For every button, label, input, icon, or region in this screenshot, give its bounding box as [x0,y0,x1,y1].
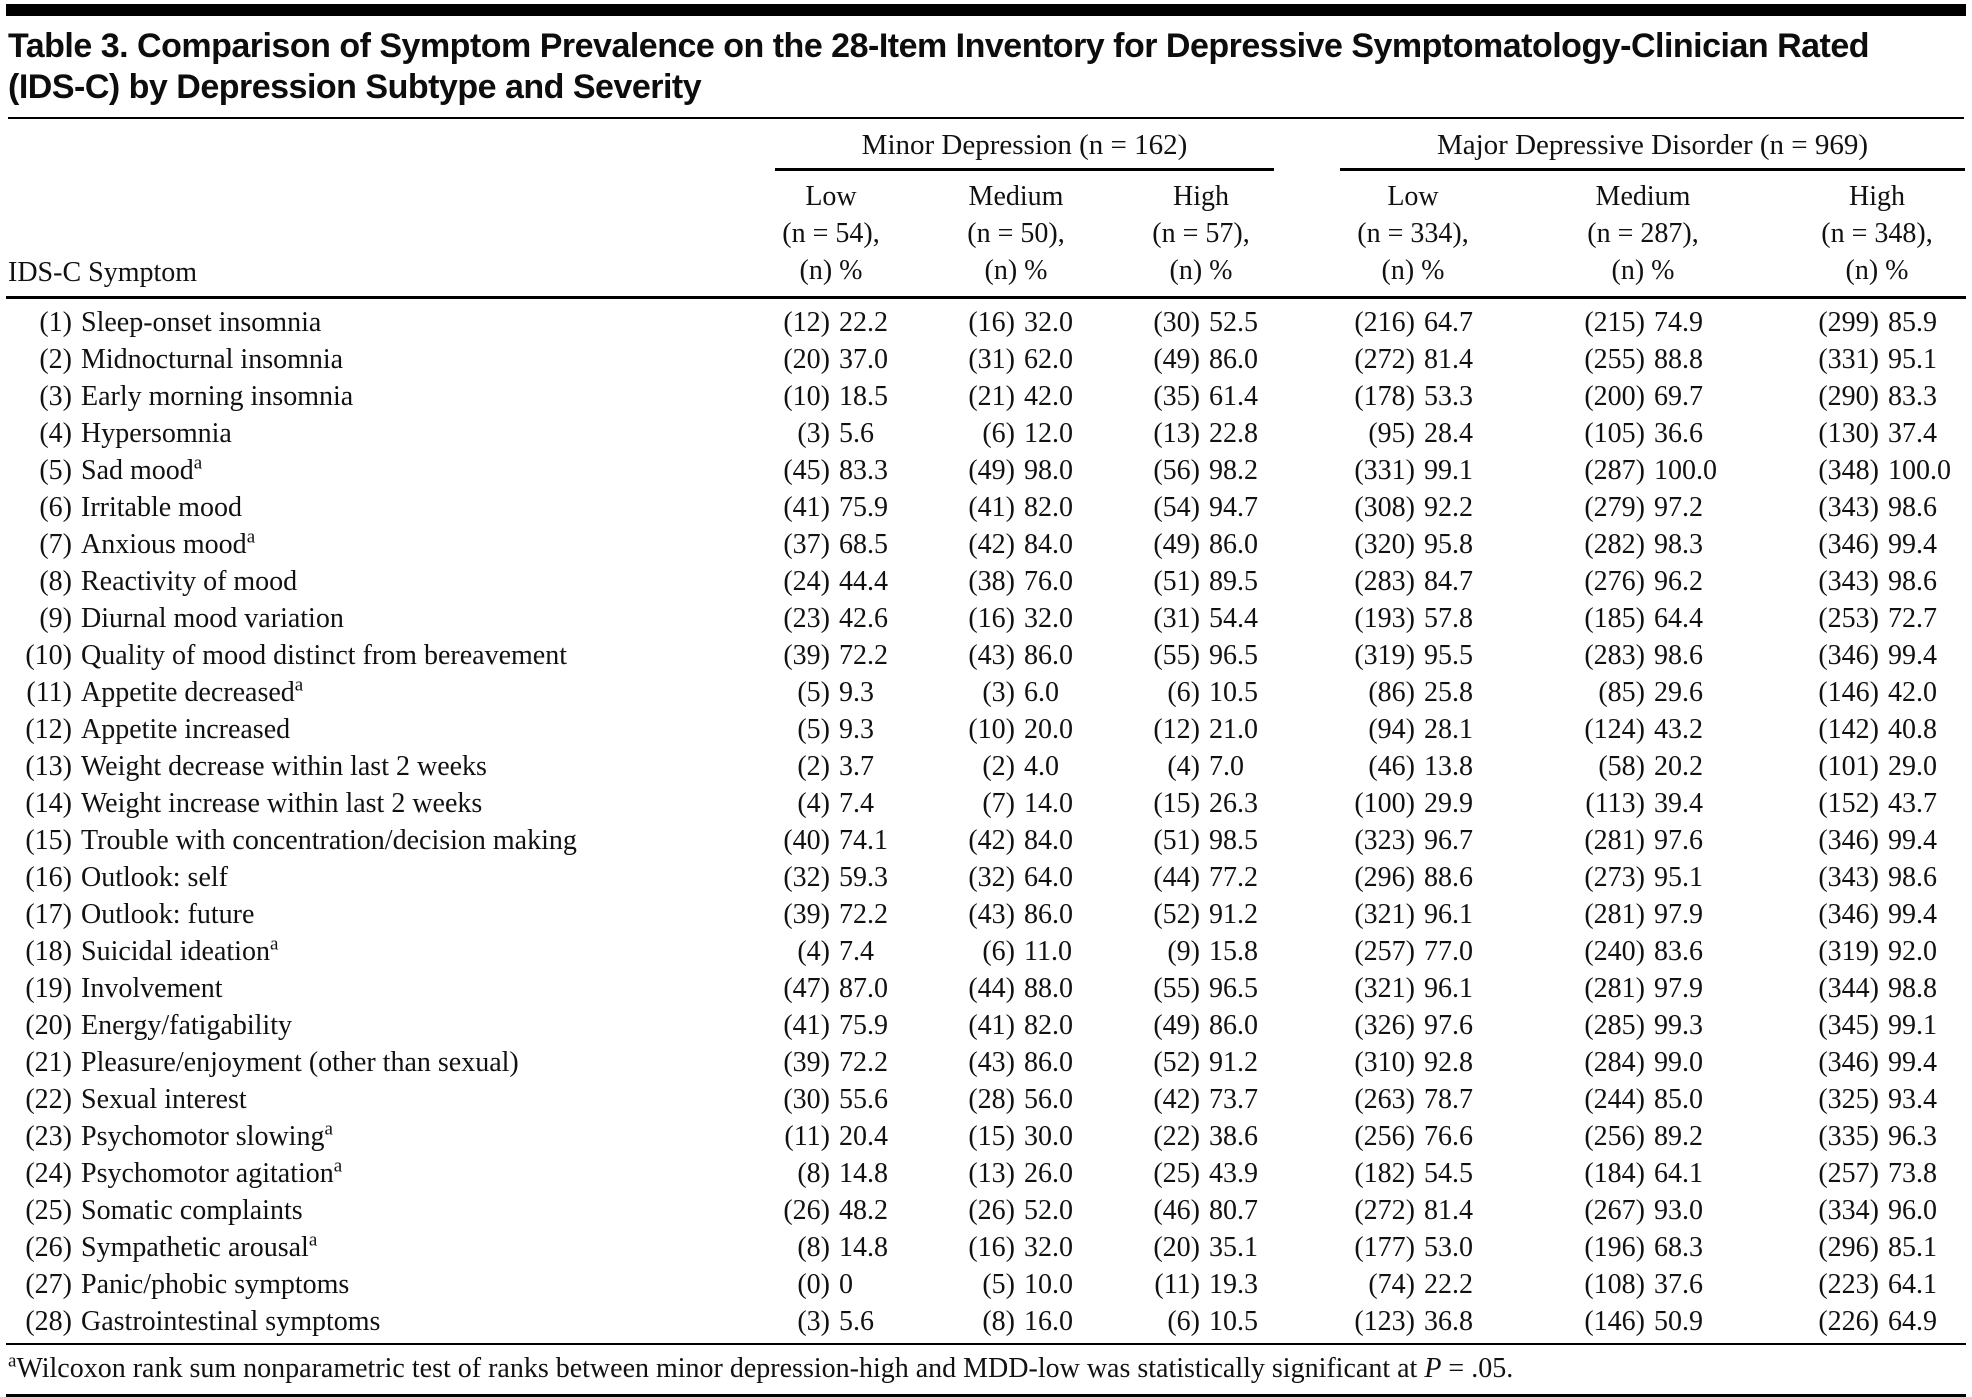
value-cell: (20) 37.0 [783,344,888,375]
value-cell: (43) 86.0 [968,640,1073,671]
value-cell: (31) 54.4 [1153,603,1258,634]
footnote-p: P [1424,1353,1442,1384]
value-cell: (42) 73.7 [1153,1084,1258,1115]
value-cell: (177) 53.0 [1354,1232,1473,1263]
value-cell: (8) 14.8 [797,1232,888,1263]
value-cell: (331) 99.1 [1354,455,1473,486]
value-cell: (40) 74.1 [783,825,888,856]
symptom-label: (2) Midnocturnal insomnia [39,344,344,375]
table-row [6,1118,1966,1155]
symptom-label: (5) Sad mood$^a$ [39,452,203,486]
value-cell: (130) 37.4 [1818,418,1938,449]
group-header-spacer [6,119,722,172]
value-cell: (273) 95.1 [1584,862,1703,893]
value-cell: (346) 99.4 [1818,899,1938,930]
footnote-text-end: = .05. [1441,1353,1514,1384]
value-cell: (319) 92.0 [1818,936,1938,967]
value-cell: (123) 36.8 [1277,1303,1502,1344]
value-cell: (282) 98.3 [1584,529,1703,560]
value-cell: (24) 44.4 [783,566,888,597]
significance-marker: a [308,1229,318,1251]
column-header-mdd-low: Low (n = 334), (n) % [1277,172,1502,298]
group-header-minor [722,119,1277,172]
value-cell: (44) 77.2 [1153,862,1258,893]
value-cell: (182) 54.5 [1354,1158,1473,1189]
value-cell: (35) 61.4 [1153,381,1258,412]
value-cell: (11) 19.3 [1154,1269,1258,1300]
value-cell: (22) 38.6 [1153,1121,1258,1152]
value-cell: (346) 99.4 [1818,1047,1938,1078]
value-cell: (16) 32.0 [968,307,1073,338]
value-cell: (16) 32.0 [968,603,1073,634]
value-cell: (281) 97.9 [1584,973,1703,1004]
table-row [6,1044,1966,1081]
value-cell: (39) 72.2 [783,899,888,930]
value-cell: (46) 80.7 [1153,1195,1258,1226]
table-body [6,298,1966,1345]
symptom-label: (8) Reactivity of mood [39,566,298,597]
value-cell: (223) 64.1 [1818,1269,1938,1300]
value-cell: (272) 81.4 [1354,344,1473,375]
table-row [6,1266,1966,1303]
symptom-label: (19) Involvement [25,973,223,1004]
group-header-mdd-label: Major Depressive Disorder (n = 969) [1340,129,1965,171]
value-cell: (4) 7.4 [797,788,874,819]
value-cell: (28) 56.0 [968,1084,1073,1115]
value-cell: (2) 3.7 [797,751,874,782]
value-cell: (6) 10.5 [1092,1303,1277,1344]
value-cell: (52) 91.2 [1153,899,1258,930]
significance-marker: a [193,452,203,474]
value-cell: (319) 95.5 [1354,640,1473,671]
table-row [6,1229,1966,1266]
value-cell: (124) 43.2 [1584,714,1703,745]
value-cell: (6) 10.5 [1167,677,1258,708]
value-cell: (6) 11.0 [982,936,1072,967]
value-cell: (5) 9.3 [797,677,874,708]
value-cell: (196) 68.3 [1584,1232,1703,1263]
group-header-minor-label: Minor Depression (n = 162) [775,129,1274,171]
value-cell: (325) 93.4 [1818,1084,1938,1115]
value-cell: (276) 96.2 [1584,566,1703,597]
column-header-mdd-high: High (n = 348), (n) % [1732,172,1966,298]
table-row [6,378,1966,415]
value-cell: (32) 59.3 [783,862,888,893]
table-row [6,822,1966,859]
significance-marker: a [324,1118,333,1140]
value-cell: (43) 86.0 [968,899,1073,930]
value-cell: (331) 95.1 [1818,344,1938,375]
value-cell: (299) 85.9 [1818,307,1938,338]
value-cell: (86) 25.8 [1368,677,1473,708]
table-row [6,748,1966,785]
footnote-marker: a [8,1350,17,1372]
table-row [6,1303,1966,1344]
significance-marker: a [269,933,279,955]
value-cell: (55) 96.5 [1153,973,1258,1004]
table-row [6,298,1966,342]
value-cell: (4) 7.4 [797,936,874,967]
value-cell: (281) 97.6 [1584,825,1703,856]
value-cell: (56) 98.2 [1153,455,1258,486]
value-cell: (25) 43.9 [1153,1158,1258,1189]
value-cell: (51) 89.5 [1153,566,1258,597]
value-cell: (2) 4.0 [982,751,1059,782]
value-cell: (283) 98.6 [1584,640,1703,671]
value-cell: (13) 22.8 [1153,418,1258,449]
table-row [6,970,1966,1007]
value-cell: (146) 50.9 [1502,1303,1732,1344]
symptom-label: (4) Hypersomnia [39,418,232,449]
symptom-label: (25) Somatic complaints [25,1195,303,1226]
significance-marker: a [294,674,304,696]
column-header-row [6,172,1966,298]
value-cell: (346) 99.4 [1818,825,1938,856]
column-header-minor-medium: Medium (n = 50), (n) % [907,172,1092,298]
table-row [6,526,1966,563]
symptom-label: (11) Appetite decreased$^a$ [26,674,304,708]
symptom-label: (10) Quality of mood distinct from bereavement [25,640,567,671]
significance-marker: a [246,526,256,548]
table-row [6,859,1966,896]
value-cell: (100) 29.9 [1354,788,1473,819]
value-cell: (20) 35.1 [1153,1232,1258,1263]
table-row [6,933,1966,970]
value-cell: (4) 7.0 [1167,751,1244,782]
value-cell: (39) 72.2 [783,1047,888,1078]
value-cell: (39) 72.2 [783,640,888,671]
table-row [6,674,1966,711]
value-cell: (326) 97.6 [1354,1010,1473,1041]
value-cell: (256) 76.6 [1354,1121,1473,1152]
value-cell: (45) 83.3 [783,455,888,486]
symptom-label: (1) Sleep-onset insomnia [39,307,322,338]
value-cell: (216) 64.7 [1354,307,1473,338]
value-cell: (30) 55.6 [783,1084,888,1115]
value-cell: (256) 89.2 [1584,1121,1703,1152]
value-cell: (346) 99.4 [1818,640,1938,671]
value-cell: (44) 88.0 [968,973,1073,1004]
value-cell: (200) 69.7 [1584,381,1703,412]
symptom-label: (7) Anxious mood$^a$ [39,526,256,560]
value-cell: (335) 96.3 [1818,1121,1938,1152]
value-cell: (240) 83.6 [1584,936,1703,967]
value-cell: (308) 92.2 [1354,492,1473,523]
value-cell: (43) 86.0 [968,1047,1073,1078]
table-row [6,637,1966,674]
value-cell: (51) 98.5 [1153,825,1258,856]
value-cell: (253) 72.7 [1818,603,1938,634]
value-cell: (12) 21.0 [1153,714,1258,745]
value-cell: (3) 5.6 [722,1303,907,1344]
value-cell: (279) 97.2 [1584,492,1703,523]
value-cell: (343) 98.6 [1818,566,1938,597]
value-cell: (193) 57.8 [1354,603,1473,634]
value-cell: (346) 99.4 [1818,529,1938,560]
value-cell: (290) 83.3 [1818,381,1938,412]
symptom-label: (28) Gastrointestinal symptoms [6,1303,722,1344]
significance-marker: a [333,1155,343,1177]
table-row [6,489,1966,526]
table-row [6,1192,1966,1229]
value-cell: (15) 26.3 [1153,788,1258,819]
symptom-prevalence-table [6,119,1966,1345]
value-cell: (284) 99.0 [1584,1047,1703,1078]
symptom-label: (23) Psychomotor slowing$^a$ [25,1118,333,1152]
value-cell: (323) 96.7 [1354,825,1473,856]
value-cell: (12) 22.2 [783,307,888,338]
column-header-mdd-medium: Medium (n = 287), (n) % [1502,172,1732,298]
symptom-label: (9) Diurnal mood variation [39,603,344,634]
value-cell: (8) 16.0 [907,1303,1092,1344]
value-cell: (267) 93.0 [1584,1195,1703,1226]
value-cell: (49) 86.0 [1153,344,1258,375]
value-cell: (31) 62.0 [968,344,1073,375]
value-cell: (49) 86.0 [1153,1010,1258,1041]
group-header-mdd [1277,119,1966,172]
value-cell: (46) 13.8 [1368,751,1473,782]
table-row [6,1007,1966,1044]
value-cell: (41) 82.0 [968,1010,1073,1041]
table-row [6,600,1966,637]
value-cell: (7) 14.0 [982,788,1073,819]
symptom-label: (6) Irritable mood [39,492,242,523]
value-cell: (113) 39.4 [1585,788,1703,819]
table-title [8,26,1964,119]
value-cell: (296) 88.6 [1354,862,1473,893]
value-cell: (272) 81.4 [1354,1195,1473,1226]
value-cell: (285) 99.3 [1584,1010,1703,1041]
value-cell: (54) 94.7 [1153,492,1258,523]
footnote-text: Wilcoxon rank sum nonparametric test of ranks between minor depression-high and MDD-low was statistically significant at [16,1353,1425,1384]
table-row [6,785,1966,822]
column-header-minor-high: High (n = 57), (n) % [1092,172,1277,298]
table-row [6,711,1966,748]
value-cell: (37) 68.5 [783,529,888,560]
table-row [6,415,1966,452]
symptom-label: (27) Panic/phobic symptoms [25,1269,350,1300]
value-cell: (215) 74.9 [1584,307,1703,338]
footnote [6,1345,1966,1397]
value-cell: (344) 98.8 [1818,973,1938,1004]
top-rule [6,4,1966,16]
value-cell: (281) 97.9 [1584,899,1703,930]
value-cell: (6) 12.0 [982,418,1073,449]
value-cell: (152) 43.7 [1818,788,1938,819]
symptom-label: (15) Trouble with concentration/decision making [25,825,577,856]
value-cell: (21) 42.0 [968,381,1073,412]
value-cell: (10) 20.0 [968,714,1073,745]
value-cell: (42) 84.0 [968,825,1073,856]
symptom-label: (22) Sexual interest [25,1084,247,1115]
value-cell: (85) 29.6 [1598,677,1703,708]
value-cell: (52) 91.2 [1153,1047,1258,1078]
value-cell: (283) 84.7 [1354,566,1473,597]
row-header: IDS-C Symptom [6,172,722,298]
value-cell: (58) 20.2 [1598,751,1703,782]
symptom-label: (18) Suicidal ideation$^a$ [25,933,279,967]
symptom-label: (16) Outlook: self [25,862,228,893]
symptom-label: (24) Psychomotor agitation$^a$ [25,1155,343,1189]
table-row [6,563,1966,600]
value-cell: (23) 42.6 [783,603,888,634]
value-cell: (94) 28.1 [1368,714,1473,745]
value-cell: (15) 30.0 [968,1121,1073,1152]
value-cell: (55) 96.5 [1153,640,1258,671]
value-cell: (348) 100.0 [1818,455,1952,486]
value-cell: (287) 100.0 [1584,455,1717,486]
symptom-label: (13) Weight decrease within last 2 weeks [25,751,487,782]
value-cell: (26) 48.2 [783,1195,888,1226]
table-title-line1: Table 3. Comparison of Symptom Prevalence on the 28-Item Inventory for Depressive Symptomatology-Clinician Rated [8,27,1870,65]
symptom-label: (17) Outlook: future [25,899,255,930]
symptom-label: (21) Pleasure/enjoyment (other than sexual) [25,1047,519,1078]
value-cell: (345) 99.1 [1818,1010,1938,1041]
value-cell: (38) 76.0 [968,566,1073,597]
column-header-minor-low: Low (n = 54), (n) % [722,172,907,298]
value-cell: (101) 29.0 [1818,751,1938,782]
value-cell: (184) 64.1 [1584,1158,1703,1189]
value-cell: (30) 52.5 [1153,307,1258,338]
table-row [6,1081,1966,1118]
table-row [6,896,1966,933]
symptom-label: (14) Weight increase within last 2 weeks [25,788,483,819]
table-title-line2: (IDS-C) by Depression Subtype and Severity [8,68,702,106]
value-cell: (74) 22.2 [1368,1269,1473,1300]
value-cell: (263) 78.7 [1354,1084,1473,1115]
symptom-label: (12) Appetite increased [25,714,291,745]
value-cell: (321) 96.1 [1354,899,1473,930]
value-cell: (178) 53.3 [1354,381,1473,412]
value-cell: (16) 32.0 [968,1232,1073,1263]
value-cell: (3) 5.6 [797,418,874,449]
table-row [6,452,1966,489]
value-cell: (41) 75.9 [783,492,888,523]
table-row [6,1155,1966,1192]
value-cell: (41) 75.9 [783,1010,888,1041]
symptom-label: (3) Early morning insomnia [39,381,354,412]
value-cell: (257) 77.0 [1354,936,1473,967]
value-cell: (334) 96.0 [1818,1195,1938,1226]
value-cell: (32) 64.0 [968,862,1073,893]
value-cell: (257) 73.8 [1818,1158,1938,1189]
value-cell: (0) 0 [797,1269,853,1300]
value-cell: (3) 6.0 [982,677,1059,708]
value-cell: (5) 9.3 [797,714,874,745]
value-cell: (9) 15.8 [1167,936,1258,967]
value-cell: (310) 92.8 [1354,1047,1473,1078]
value-cell: (343) 98.6 [1818,862,1938,893]
value-cell: (8) 14.8 [797,1158,888,1189]
value-cell: (11) 20.4 [784,1121,888,1152]
value-cell: (146) 42.0 [1818,677,1938,708]
table-row [6,341,1966,378]
value-cell: (244) 85.0 [1584,1084,1703,1115]
symptom-label: (20) Energy/fatigability [25,1010,292,1041]
value-cell: (42) 84.0 [968,529,1073,560]
value-cell: (10) 18.5 [783,381,888,412]
value-cell: (13) 26.0 [968,1158,1073,1189]
value-cell: (321) 96.1 [1354,973,1473,1004]
value-cell: (296) 85.1 [1818,1232,1938,1263]
value-cell: (105) 36.6 [1584,418,1703,449]
symptom-label: (26) Sympathetic arousal$^a$ [25,1229,318,1263]
value-cell: (185) 64.4 [1584,603,1703,634]
value-cell: (255) 88.8 [1584,344,1703,375]
value-cell: (49) 98.0 [968,455,1073,486]
value-cell: (49) 86.0 [1153,529,1258,560]
group-header-row [6,119,1966,172]
value-cell: (41) 82.0 [968,492,1073,523]
value-cell: (226) 64.9 [1732,1303,1966,1344]
value-cell: (343) 98.6 [1818,492,1938,523]
value-cell: (142) 40.8 [1818,714,1938,745]
value-cell: (320) 95.8 [1354,529,1473,560]
value-cell: (108) 37.6 [1584,1269,1703,1300]
value-cell: (95) 28.4 [1368,418,1473,449]
value-cell: (5) 10.0 [982,1269,1073,1300]
value-cell: (26) 52.0 [968,1195,1073,1226]
value-cell: (47) 87.0 [783,973,888,1004]
